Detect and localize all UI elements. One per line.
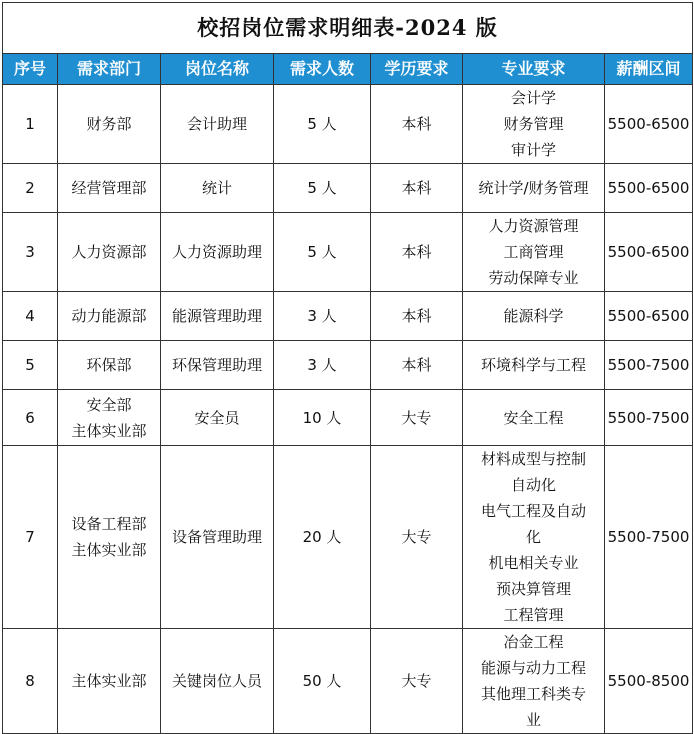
headcount-cell: 50 人 <box>274 629 371 734</box>
department-line: 主体实业部 <box>71 421 147 440</box>
major-line: 电气工程及自动 <box>480 502 586 520</box>
department-cell <box>58 390 161 446</box>
position-cell: 会计助理 <box>161 85 274 164</box>
major-line: 自动化 <box>510 476 556 494</box>
position-cell: 能源管理助理 <box>161 292 274 341</box>
header-position: 岗位名称 <box>161 54 274 85</box>
department-cell <box>58 213 161 292</box>
row-number: 3 <box>3 213 58 292</box>
headcount-cell: 10 人 <box>274 390 371 446</box>
header-major: 专业要求 <box>463 54 605 85</box>
spreadsheet <box>2 2 692 731</box>
department-line: 财务部 <box>86 115 132 133</box>
department-line: 主体实业部 <box>71 672 147 690</box>
headcount-cell: 3 人 <box>274 292 371 341</box>
salary-cell: 5500-6500 <box>605 85 693 164</box>
salary-cell: 5500-6500 <box>605 164 693 213</box>
table-row <box>3 446 693 629</box>
major-line: 工程管理 <box>503 606 564 624</box>
table-row <box>3 85 693 164</box>
major-line: 财务管理 <box>503 115 564 133</box>
headcount-cell: 5 人 <box>274 164 371 213</box>
salary-cell: 5500-6500 <box>605 292 693 341</box>
major-cell <box>463 85 605 164</box>
department-line: 动力能源部 <box>71 307 147 325</box>
major-line: 会计学 <box>510 89 556 107</box>
salary-cell: 5500-8500 <box>605 629 693 734</box>
row-number: 2 <box>3 164 58 213</box>
department-line: 主体实业部 <box>71 541 147 559</box>
table-row <box>3 213 693 292</box>
department-cell <box>58 341 161 390</box>
major-cell <box>463 292 605 341</box>
education-cell: 大专 <box>371 390 463 446</box>
salary-cell: 5500-7500 <box>605 446 693 629</box>
position-cell: 统计 <box>161 164 274 213</box>
row-number: 6 <box>3 390 58 446</box>
header-department: 需求部门 <box>58 54 161 85</box>
position-cell: 人力资源助理 <box>161 213 274 292</box>
salary-cell: 5500-7500 <box>605 341 693 390</box>
table-row <box>3 629 693 734</box>
education-cell: 本科 <box>371 341 463 390</box>
table-row <box>3 292 693 341</box>
table-body <box>3 85 693 734</box>
major-line: 材料成型与控制 <box>480 450 586 468</box>
major-line: 劳动保障专业 <box>488 269 579 287</box>
position-cell: 关键岗位人员 <box>161 629 274 734</box>
department-cell <box>58 629 161 734</box>
major-line: 审计学 <box>510 141 556 159</box>
major-cell <box>463 213 605 292</box>
table-title: 校招岗位需求明细表-2024 版 <box>3 3 693 54</box>
major-line: 预决算管理 <box>495 580 571 598</box>
row-number: 7 <box>3 446 58 629</box>
salary-cell: 5500-7500 <box>605 390 693 446</box>
table-row <box>3 164 693 213</box>
position-cell: 设备管理助理 <box>161 446 274 629</box>
row-number: 8 <box>3 629 58 734</box>
major-line: 业 <box>525 711 541 729</box>
major-line: 其他理工科类专 <box>480 685 586 703</box>
major-line: 人力资源管理 <box>488 217 579 235</box>
department-cell <box>58 164 161 213</box>
department-line: 环保部 <box>86 356 132 374</box>
position-cell: 环保管理助理 <box>161 341 274 390</box>
header-count: 需求人数 <box>274 54 371 85</box>
headcount-cell: 5 人 <box>274 85 371 164</box>
header-salary: 薪酬区间 <box>605 54 693 85</box>
major-line: 能源科学 <box>503 307 564 325</box>
table-row <box>3 341 693 390</box>
salary-cell: 5500-6500 <box>605 213 693 292</box>
headcount-cell: 5 人 <box>274 213 371 292</box>
major-line: 机电相关专业 <box>488 554 579 572</box>
position-cell: 安全员 <box>161 390 274 446</box>
department-line: 人力资源部 <box>71 243 147 261</box>
major-line: 工商管理 <box>503 243 564 261</box>
education-cell: 本科 <box>371 292 463 341</box>
major-cell <box>463 341 605 390</box>
header-no: 序号 <box>3 54 58 85</box>
header-education: 学历要求 <box>371 54 463 85</box>
education-cell: 大专 <box>371 629 463 734</box>
education-cell: 大专 <box>371 446 463 629</box>
major-cell <box>463 164 605 213</box>
row-number: 1 <box>3 85 58 164</box>
department-line: 经营管理部 <box>71 179 147 197</box>
row-number: 4 <box>3 292 58 341</box>
education-cell: 本科 <box>371 164 463 213</box>
row-number: 5 <box>3 341 58 390</box>
major-line: 统计学/财务管理 <box>478 179 589 197</box>
major-cell <box>463 390 605 446</box>
department-line: 设备工程部 <box>71 515 147 533</box>
department-cell <box>58 446 161 629</box>
major-line: 能源与动力工程 <box>480 659 586 677</box>
major-line: 冶金工程 <box>503 633 564 651</box>
department-cell <box>58 85 161 164</box>
headcount-cell: 20 人 <box>274 446 371 629</box>
table-row <box>3 390 693 446</box>
education-cell: 本科 <box>371 213 463 292</box>
education-cell: 本科 <box>371 85 463 164</box>
major-line: 环境科学与工程 <box>480 356 586 374</box>
major-cell <box>463 629 605 734</box>
major-cell <box>463 446 605 629</box>
recruitment-table <box>2 2 693 734</box>
major-line: 化 <box>525 528 541 546</box>
department-cell <box>58 292 161 341</box>
headcount-cell: 3 人 <box>274 341 371 390</box>
major-line: 安全工程 <box>503 408 564 427</box>
department-line: 安全部 <box>86 395 132 414</box>
